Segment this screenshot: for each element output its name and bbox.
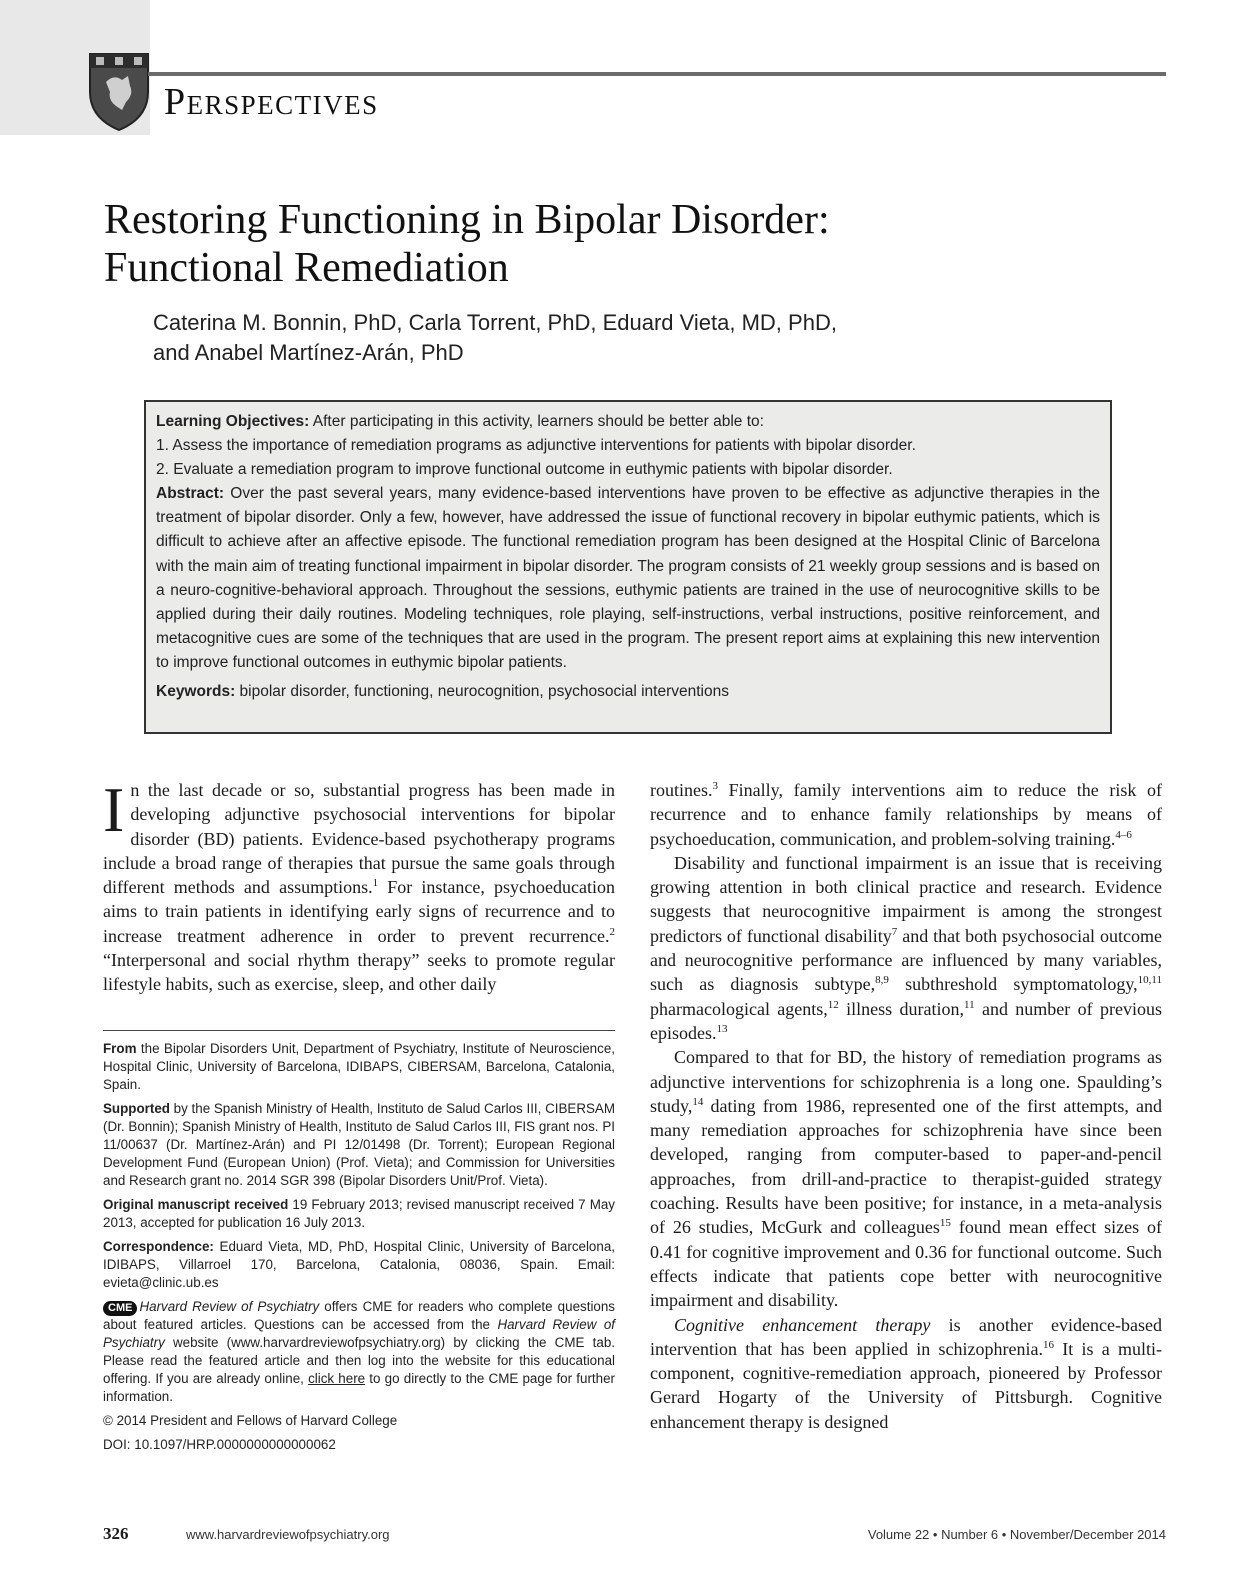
footnote-text: offers CME for readers who complete questions about featured articles. Questions can be accessed from the bbox=[103, 1299, 616, 1332]
reference-marker: 11 bbox=[964, 998, 975, 1011]
footnote-label: Original manuscript received bbox=[103, 1197, 289, 1212]
journal-name: Harvard Review of Psychiatry bbox=[139, 1299, 320, 1314]
authors-line-2: and Anabel Martínez-Arán, PhD bbox=[153, 340, 464, 365]
reference-marker: 16 bbox=[1042, 1338, 1054, 1351]
footnote-correspondence bbox=[103, 1238, 615, 1292]
cme-link[interactable]: click here bbox=[308, 1371, 366, 1386]
title-line-1: Restoring Functioning in Bipolar Disorder: bbox=[104, 197, 830, 243]
body-text: It is a multi-component, cognitive-remediation approach, pioneered by Professor Gerard Hogarty of the University of Pittsburgh. Cognitive enhancement therapy is designed bbox=[650, 1338, 1162, 1432]
volume-info: Volume 22 • Number 6 • November/December 2014 bbox=[867, 1527, 1166, 1542]
body-text: For instance, psychoeducation aims to train patients in identifying early signs of recurrence and to increase treatment adherence in order to prevent recurrence. bbox=[103, 877, 615, 946]
body-text: found mean effect sizes of 0.41 for cognitive improvement and 0.36 for functional outcome. Such effects indicate that patients cope better with neurocognitive impairment and disability. bbox=[650, 1217, 1162, 1311]
reference-marker: 14 bbox=[692, 1095, 704, 1108]
body-column-left bbox=[103, 774, 615, 997]
learning-objectives-intro: After participating in this activity, learners should be better able to: bbox=[309, 413, 764, 430]
body-text: Finally, family interventions aim to reduce the risk of recurrence and to enhance family relationships by means of psychoeducation, communication, and problem-solving training. bbox=[650, 780, 1162, 849]
abstract-label: Abstract: bbox=[156, 485, 225, 502]
section-title: Perspectives bbox=[164, 81, 379, 123]
copyright: © 2014 President and Fellows of Harvard College bbox=[103, 1413, 398, 1428]
authors bbox=[153, 308, 1053, 368]
body-text: routines. bbox=[650, 780, 713, 800]
title-line-2: Functional Remediation bbox=[104, 245, 509, 291]
footnote-cme bbox=[103, 1298, 615, 1406]
reference-marker: 4–6 bbox=[1115, 828, 1132, 841]
footnote-text: to go directly to the CME page for further information. bbox=[103, 1371, 615, 1404]
footnote-supported bbox=[103, 1100, 615, 1190]
body-paragraph bbox=[650, 778, 1162, 851]
footnote-received bbox=[103, 1196, 615, 1232]
reference-marker: 7 bbox=[891, 925, 898, 938]
reference-marker: 12 bbox=[827, 998, 839, 1011]
body-text: Compared to that for BD, the history of remediation programs as adjunctive interventions for schizophrenia is a long one. Spaulding’s study, bbox=[650, 1047, 1162, 1116]
footnote-label: Correspondence: bbox=[103, 1239, 214, 1254]
body-text-italic: Cognitive enhancement therapy bbox=[674, 1314, 931, 1335]
reference-marker: 1 bbox=[372, 877, 379, 890]
journal-name: Harvard Review of Psychiatry bbox=[103, 1317, 616, 1350]
footnote-label: Supported bbox=[103, 1101, 170, 1116]
footnote-text: 19 February 2013; revised manuscript received 7 May 2013, accepted for publication 16 July 2013. bbox=[103, 1197, 615, 1230]
body-paragraph bbox=[103, 774, 615, 997]
abstract-text: Over the past several years, many evidence-based interventions have proven to be effective as adjunctive therapies in the treatment of bipolar disorder. Only a few, however, have addressed the issue of functional recovery in bipolar euthymic patients, which is difficult to achieve after an affective episode. The functional remediation program has been designed at the Hospital Clinic of Barcelona with the main aim of treating functional impairment in bipolar disorder. The program consists of 21 weekly group sessions and is based on a neuro-cognitive-behavioral approach. Throughout the sessions, euthymic patients are trained in the use of neurocognitive skills to be applied during their daily routines. Modeling techniques, role playing, self-instructions, verbal instructions, positive reinforcement, and metacognitive cues are some of the techniques that are used in the program. The present report aims at explaining this new intervention to improve functional outcomes in euthymic bipolar patients. bbox=[156, 485, 1100, 672]
body-text: and that both psychosocial outcome and neurocognitive performance are influenced by many variables, such as diagnosis subtype, bbox=[650, 925, 1162, 995]
authors-line-1: Caterina M. Bonnin, PhD, Carla Torrent, PhD, Eduard Vieta, MD, PhD, bbox=[153, 310, 837, 335]
article-title bbox=[104, 196, 1104, 292]
reference-marker: 13 bbox=[716, 1022, 728, 1035]
keywords-label: Keywords: bbox=[156, 682, 236, 700]
body-text: “Interpersonal and social rhythm therapy” seeks to promote regular lifestyle habits, such as exercise, sleep, and other daily bbox=[103, 950, 615, 995]
body-paragraph bbox=[650, 1045, 1162, 1312]
learning-objectives-label: Learning Objectives: bbox=[156, 413, 310, 430]
abstract-box bbox=[144, 400, 1112, 734]
reference-marker: 10,11 bbox=[1137, 974, 1162, 987]
footnote-divider bbox=[103, 1030, 615, 1031]
body-text: is another evidence-based intervention that has been applied in schizophrenia. bbox=[650, 1314, 1162, 1359]
harvard-shield-icon bbox=[88, 52, 150, 132]
body-text: Disability and functional impairment is an issue that is receiving growing attention in both clinical practice and research. Evidence suggests that neurocognitive impairment is among the strongest predictors of functional disability bbox=[650, 852, 1162, 946]
journal-url: www.harvardreviewofpsychiatry.org bbox=[186, 1527, 390, 1542]
learning-objective-1: 1. Assess the importance of remediation programs as adjunctive interventions for patients with bipolar disorder. bbox=[156, 437, 916, 454]
body-text: pharmacological agents, bbox=[650, 998, 828, 1019]
body-text: illness duration, bbox=[838, 998, 964, 1019]
cme-badge: CME bbox=[103, 1301, 137, 1316]
learning-objectives bbox=[156, 410, 1100, 434]
drop-cap: I bbox=[103, 774, 125, 845]
body-paragraph bbox=[650, 1313, 1162, 1434]
keywords bbox=[156, 680, 1100, 704]
footnote-from bbox=[103, 1040, 615, 1094]
body-paragraph bbox=[650, 851, 1162, 1045]
reference-marker: 3 bbox=[712, 780, 718, 792]
reference-marker: 2 bbox=[609, 925, 615, 938]
reference-marker: 15 bbox=[939, 1217, 951, 1230]
page-number: 326 bbox=[103, 1524, 129, 1543]
footnote-text: by the Spanish Ministry of Health, Instituto de Salud Carlos III, CIBERSAM (Dr. Bonnin); Spanish Ministry of Health, Instituto de Salud Carlos III, FIS grant nos. PI 11/00637 (Dr. Martínez-Arán) and PI 12/01498 (Dr. Torrent); European Regional Development Fund (European Union) (Prof. Vieta); and Commission for Universities and Research grant no. 2014 SGR 398 (Bipolar Disorders Unit/Prof. Vieta). bbox=[103, 1101, 616, 1188]
body-column-right bbox=[650, 778, 1162, 1434]
footnote-text: the Bipolar Disorders Unit, Department of Psychiatry, Institute of Neuroscience, Hospital Clinic, University of Barcelona, IDIBAPS, CIBERSAM, Barcelona, Catalonia, Spain. bbox=[103, 1041, 615, 1092]
doi: DOI: 10.1097/HRP.0000000000000062 bbox=[103, 1437, 336, 1452]
abstract bbox=[156, 482, 1100, 676]
footnote-text: Eduard Vieta, MD, PhD, Hospital Clinic, University of Barcelona, IDIBAPS, Villarroel 170, Barcelona, Catalonia, 08036, Spain. Email: evieta@clinic.ub.es bbox=[103, 1239, 615, 1290]
reference-marker: 8,9 bbox=[875, 974, 889, 987]
header-rule bbox=[148, 72, 1166, 76]
footnote-label: From bbox=[103, 1041, 137, 1056]
keywords-text: bipolar disorder, functioning, neurocognition, psychosocial interventions bbox=[235, 682, 729, 700]
footnote-text: website (www.harvardreviewofpsychiatry.org) by clicking the CME tab. Please read the featured article and then log into the website for this educational offering. If you are already online, bbox=[103, 1335, 615, 1386]
body-text: n the last decade or so, substantial progress has been made in developing adjunctive psychosocial interventions for bipolar disorder (BD) patients. Evidence-based psychotherapy programs include a broad range of therapies that pursue the same goals through different methods and assumptions. bbox=[103, 780, 615, 898]
body-text: dating from 1986, represented one of the first attempts, and many remediation approaches for schizophrenia have since been developed, ranging from computer-based to paper-and-pencil approaches, from drill-and-practice to therapist-guided strategy coaching. Results have been positive; for instance, in a meta-analysis of 26 studies, McGurk and colleagues bbox=[650, 1095, 1162, 1238]
footnotes bbox=[103, 1040, 615, 1454]
body-text: subthreshold symptomatology, bbox=[888, 974, 1138, 995]
learning-objective-2: 2. Evaluate a remediation program to improve functional outcome in euthymic patients with bipolar disorder. bbox=[156, 461, 893, 478]
body-text: and number of previous episodes. bbox=[650, 998, 1162, 1043]
